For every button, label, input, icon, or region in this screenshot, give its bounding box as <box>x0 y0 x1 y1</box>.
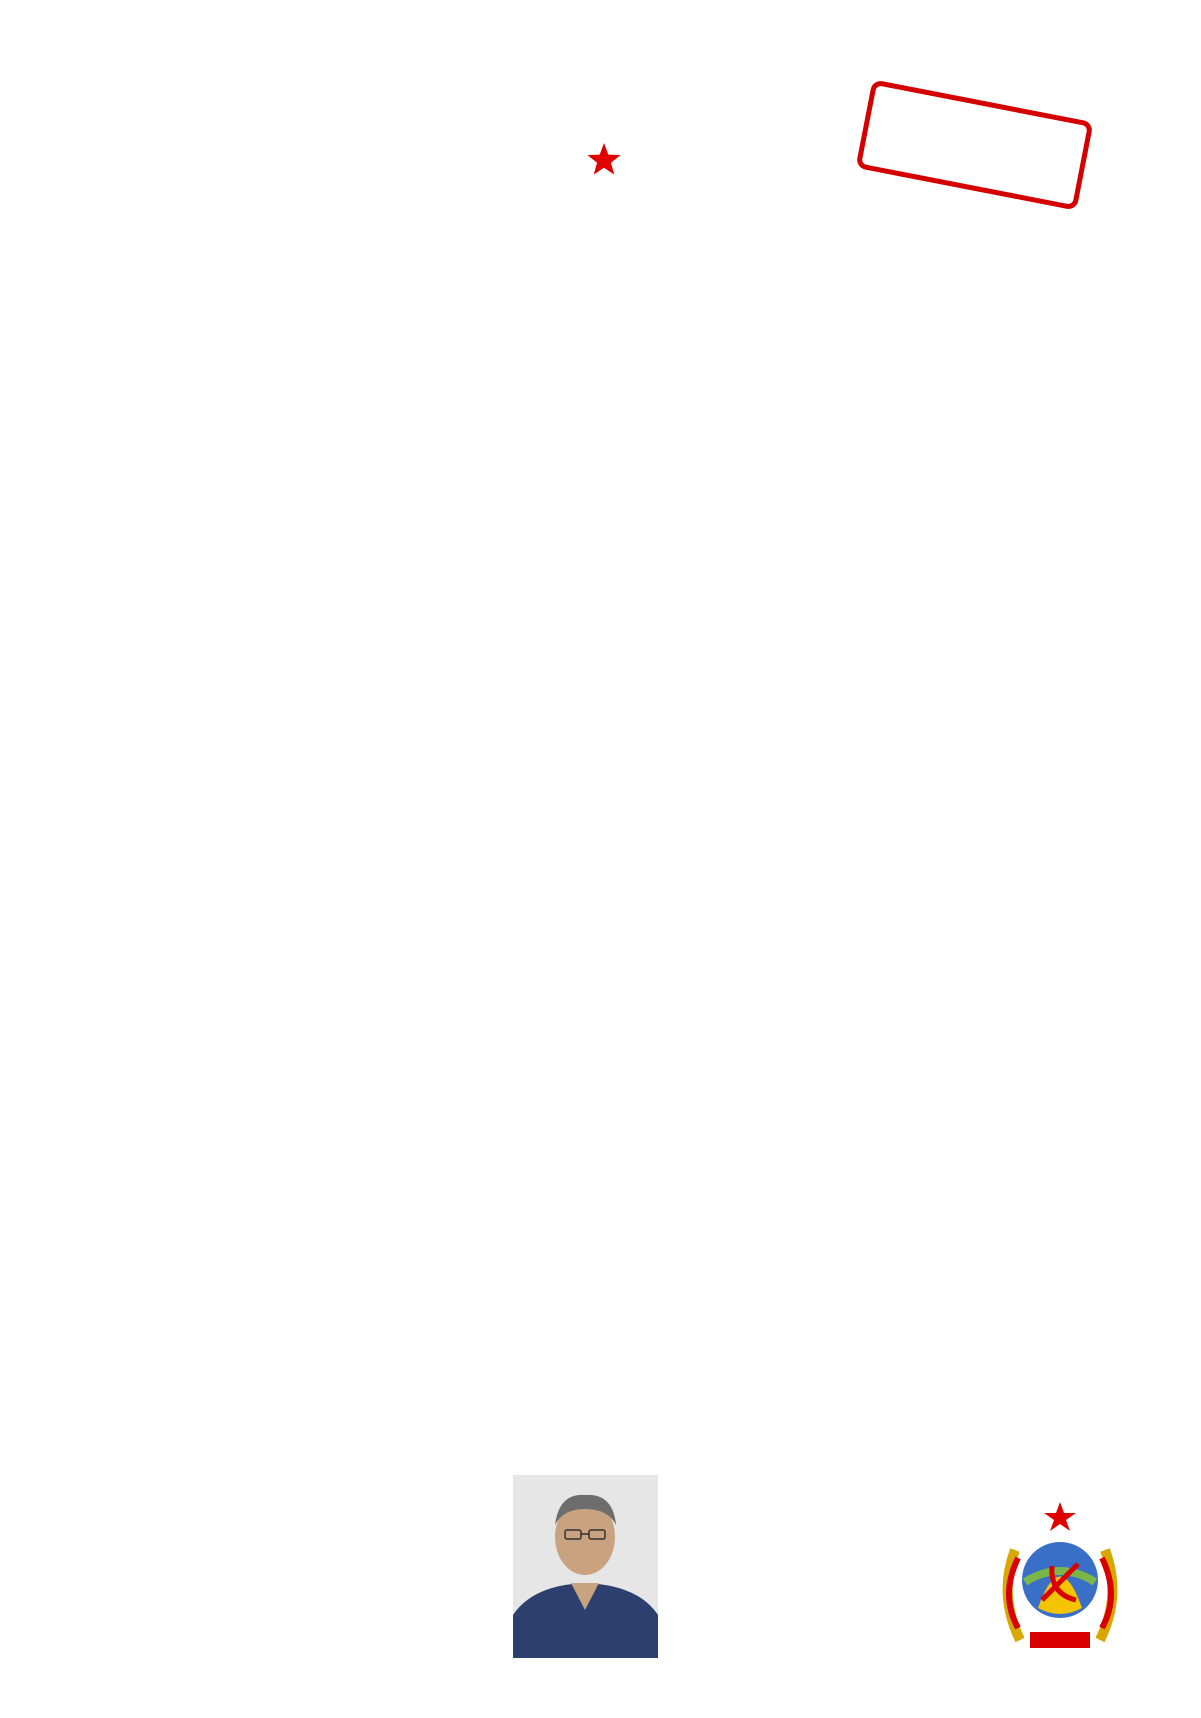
section-star-divider <box>60 142 1148 176</box>
top-star-border <box>0 0 1201 50</box>
author-photo <box>513 1475 658 1658</box>
person-portrait-icon <box>513 1475 658 1658</box>
treatise-body <box>60 136 1148 180</box>
ussr-coat-of-arms-icon <box>990 1500 1130 1660</box>
bottom-star-border <box>0 1668 1201 1718</box>
left-star-border <box>0 0 50 1718</box>
right-star-border <box>1151 0 1201 1718</box>
stamp-line-2 <box>875 91 1086 132</box>
svyataya-rus-logo <box>80 1498 350 1658</box>
red-star-icon <box>586 142 622 176</box>
stamp-line-1 <box>875 91 1086 132</box>
stamp-line-3 <box>875 91 1086 132</box>
